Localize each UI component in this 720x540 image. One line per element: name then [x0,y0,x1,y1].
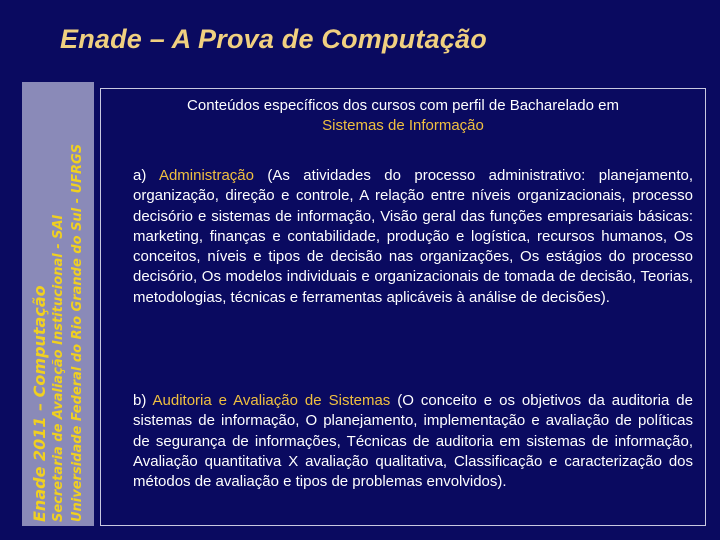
topic-description: (As atividades do processo administrativo: planejamento, organização, direção e controle, A relação entre níveis organizacionais, processo decisório e sistemas de informação, Visão geral das funções empresariais básicas: marketing, finanças e contabilidade, produção e logística, recursos humanos, Os conceitos, níveis e tipos de decisão nas organizações, Os estágios do processo decisório, Os modelos individuais e organizacionais de tomada de decisão, Teorias, metodologias, técnicas e ferramentas aplicáveis à análise de decisões). [133,167,693,306]
slide-title: Enade – A Prova de Computação [60,24,487,54]
topic-name: Administração [158,167,254,184]
sidebar-line-secretaria: Secretaria de Avaliação Institucional - SAI [50,214,66,522]
header-line-1: Conteúdos específicos dos cursos com perfil de Bacharelado em [187,97,619,114]
sidebar-banner [22,82,94,526]
topic-paragraph-auditoria [133,391,693,492]
sidebar-line-university: Universidade Federal do Rio Grande do Sul - UFRGS [69,143,85,522]
header-line-2: Sistemas de Informação [322,117,484,134]
topic-prefix: a) [133,167,159,184]
content-header [101,96,705,136]
topic-prefix: b) [133,392,153,409]
topic-description: (O conceito e os objetivos da auditoria de sistemas de informação, O planejamento, implementação e avaliação de políticas de segurança de informações, Técnicas de auditoria em sistemas de informação, Avaliação quantitativa X avaliação qualitativa, Classificação e caracterização dos métodos de avaliação e tipos de problemas envolvidos). [133,392,693,491]
sidebar-text [22,82,94,526]
topic-paragraph-administracao [133,166,693,308]
topic-name: Auditoria e Avaliação de Sistemas [152,392,391,409]
content-box [100,88,706,526]
sidebar-line-course: Enade 2011 – Computação [29,285,49,522]
